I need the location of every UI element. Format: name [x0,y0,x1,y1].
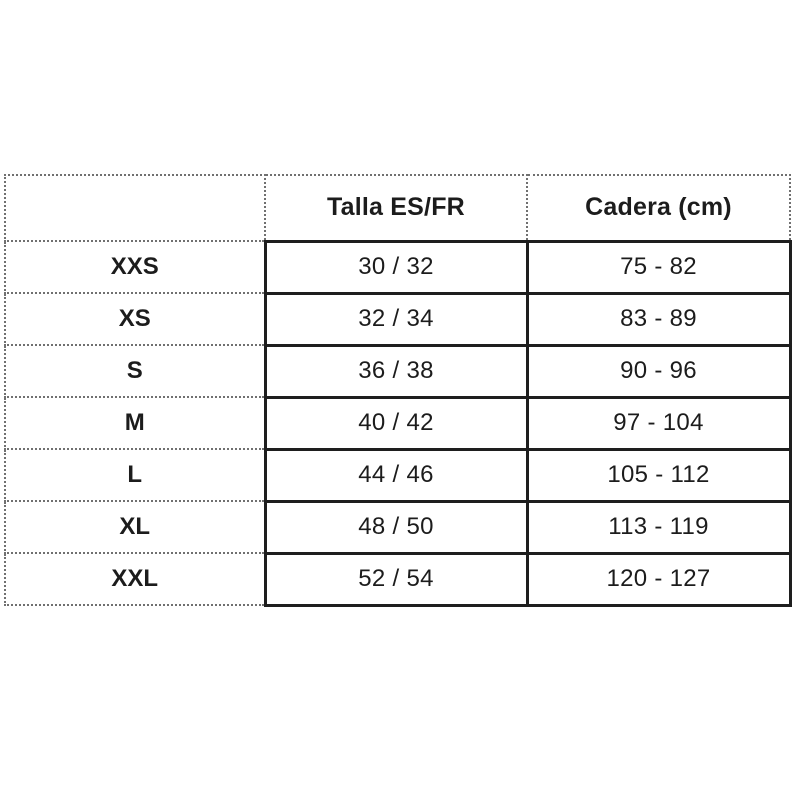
size-cell: XS [5,293,265,345]
size-chart-body [5,241,790,605]
talla-cell: 44 / 46 [265,449,527,501]
cadera-cell: 105 - 112 [527,449,790,501]
table-row [5,501,790,553]
table-row [5,449,790,501]
size-cell: M [5,397,265,449]
column-header-talla: Talla ES/FR [265,175,527,241]
talla-cell: 52 / 54 [265,553,527,605]
talla-cell: 36 / 38 [265,345,527,397]
size-chart-header [5,175,790,241]
size-cell: XXS [5,241,265,293]
size-cell: L [5,449,265,501]
column-header-cadera: Cadera (cm) [527,175,790,241]
cadera-cell: 113 - 119 [527,501,790,553]
header-row [5,175,790,241]
table-row [5,241,790,293]
cadera-cell: 120 - 127 [527,553,790,605]
cadera-cell: 83 - 89 [527,293,790,345]
talla-cell: 48 / 50 [265,501,527,553]
talla-cell: 40 / 42 [265,397,527,449]
column-header-size [5,175,265,241]
size-cell: S [5,345,265,397]
size-cell: XXL [5,553,265,605]
size-cell: XL [5,501,265,553]
table-row [5,553,790,605]
table-row [5,397,790,449]
cadera-cell: 97 - 104 [527,397,790,449]
table-row [5,345,790,397]
cadera-cell: 75 - 82 [527,241,790,293]
table-row [5,293,790,345]
size-chart-table [4,174,792,607]
talla-cell: 32 / 34 [265,293,527,345]
cadera-cell: 90 - 96 [527,345,790,397]
talla-cell: 30 / 32 [265,241,527,293]
